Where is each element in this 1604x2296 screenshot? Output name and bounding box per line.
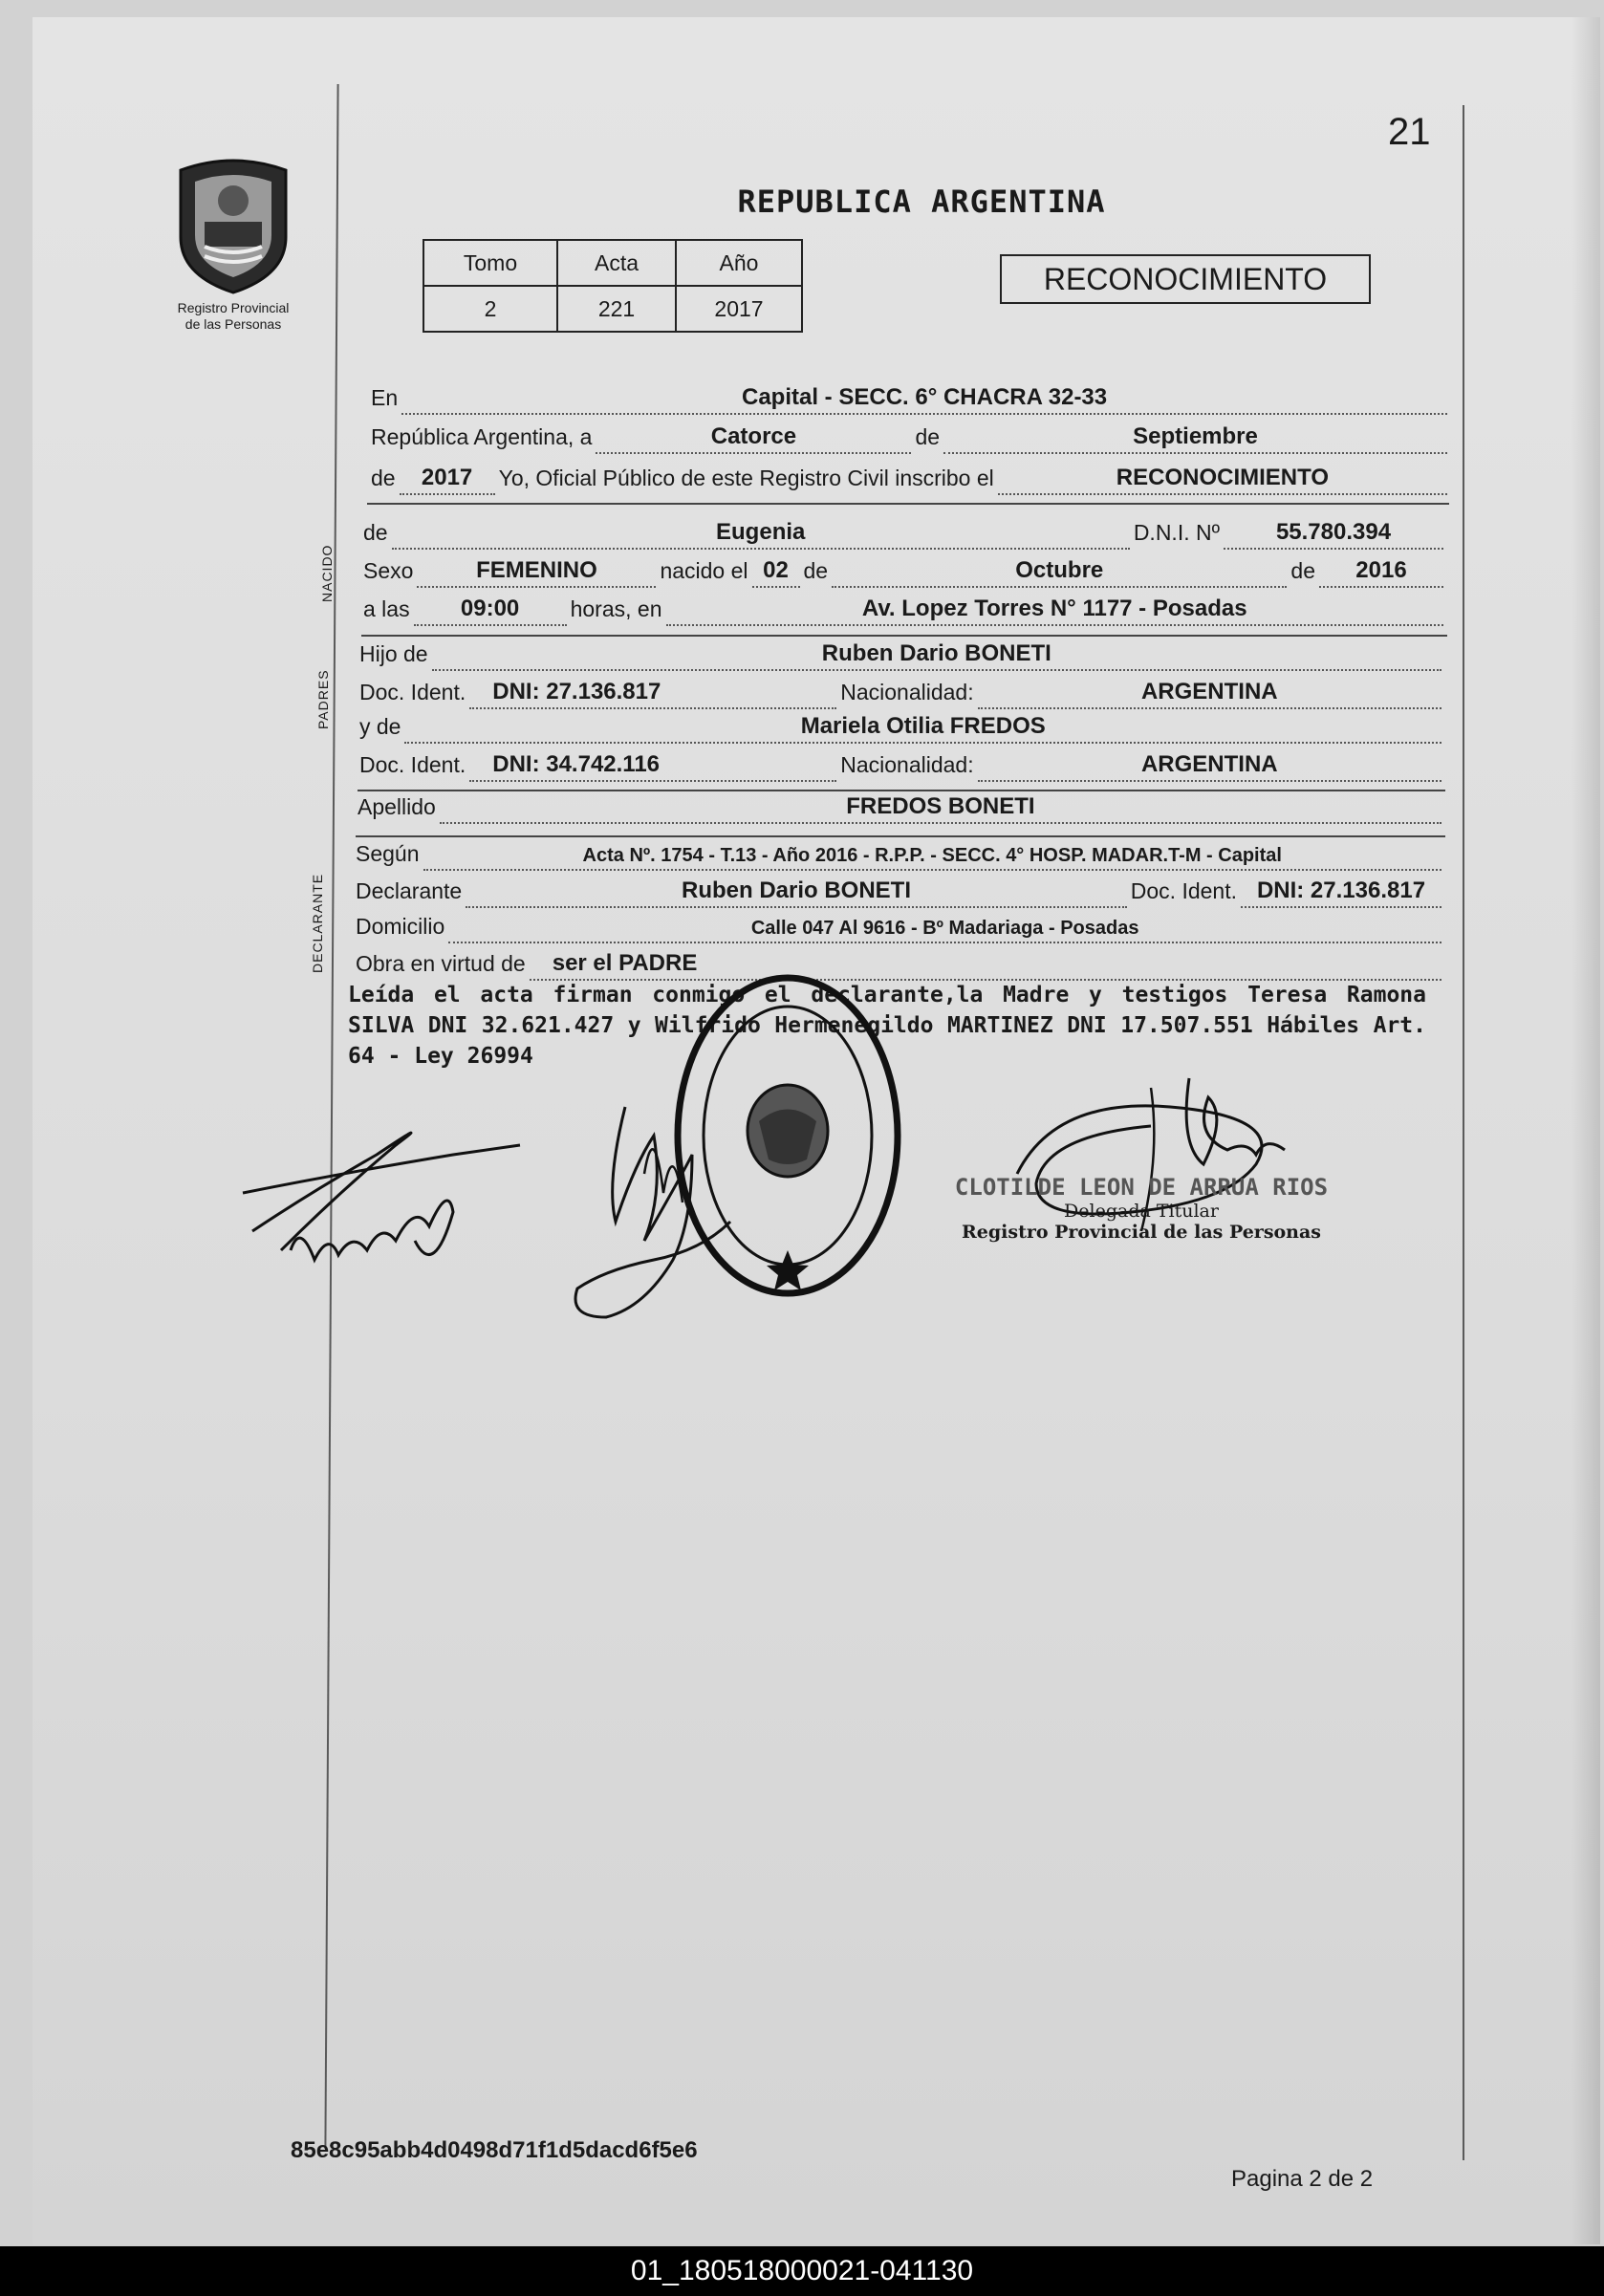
birth-de-label: de (803, 558, 829, 583)
father-line (359, 640, 1445, 671)
month-value: Septiembre (943, 423, 1447, 454)
province-logo (147, 151, 319, 332)
mother-name-value: Mariela Otilia FREDOS (404, 713, 1441, 744)
acta-header: Acta (557, 240, 676, 286)
place-value: Capital - SECC. 6° CHACRA 32-33 (401, 384, 1447, 415)
father-doc-line (359, 679, 1445, 709)
file-label-bar: 01_180518000021-041130 (0, 2246, 1604, 2296)
birth-place-line (363, 596, 1447, 626)
mother-nationality-label: Nacionalidad: (840, 752, 974, 777)
child-name-value: Eugenia (392, 519, 1130, 550)
section-separator-4 (356, 835, 1445, 837)
right-margin-line (1463, 105, 1464, 2160)
act-type-box: RECONOCIMIENTO (1000, 254, 1371, 304)
father-doc-label: Doc. Ident. (359, 680, 466, 704)
act-name-value: RECONOCIMIENTO (998, 465, 1447, 495)
y-de-label: y de (359, 714, 401, 739)
declarante-label: Declarante (356, 878, 463, 903)
republica-label: República Argentina, a (371, 424, 593, 449)
pagination-label: Pagina 2 de 2 (1231, 2166, 1374, 2192)
mother-line (359, 713, 1445, 744)
surname-line (358, 793, 1445, 824)
domicilio-line (356, 914, 1445, 943)
register-table (423, 239, 803, 333)
dni-label: D.N.I. Nº (1133, 520, 1220, 545)
inscribe-line (371, 465, 1451, 495)
mother-doc-label: Doc. Ident. (359, 752, 466, 777)
year-value: 2017 (400, 465, 495, 495)
horas-en-label: horas, en (570, 596, 662, 621)
hijo-de-label: Hijo de (359, 641, 428, 666)
child-dni-value: 55.780.394 (1224, 519, 1443, 550)
signature-left (224, 1088, 568, 1317)
segun-value: Acta Nº. 1754 - T.13 - Año 2016 - R.P.P. - SECC. 4° HOSP. MADAR.T-M - Capital (423, 845, 1441, 871)
nacido-el-label: nacido el (660, 558, 748, 583)
declarante-doc-value: DNI: 27.136.817 (1241, 877, 1441, 908)
registrar-name: CLOTILDE LEON DE ARRUA RIOS (954, 1174, 1329, 1201)
acta-value: 221 (557, 286, 676, 332)
day-words-value: Catorce (596, 423, 911, 454)
father-nationality-label: Nacionalidad: (840, 680, 974, 704)
surname-value: FREDOS BONETI (440, 793, 1441, 824)
mother-nationality-value: ARGENTINA (978, 751, 1441, 782)
legal-text: Leída el acta firman conmigo el declarante,la Madre y testigos Teresa Ramona SILVA DNI 32.621.427 y Wilfrido Hermenegildo MARTINEZ DNI 17.507.551 Hábiles Art. 64 - Ley 26994 (348, 983, 1426, 1069)
declarante-line (356, 877, 1445, 908)
date-line (371, 423, 1451, 454)
section-separator-2 (361, 635, 1447, 637)
anio-header: Año (676, 240, 802, 286)
a-las-label: a las (363, 596, 410, 621)
sexo-label: Sexo (363, 558, 414, 583)
domicilio-label: Domicilio (356, 914, 445, 939)
segun-line (356, 841, 1445, 871)
domicilio-value: Calle 047 Al 9616 - Bº Madariaga - Posadas (448, 918, 1441, 943)
apellido-label: Apellido (358, 794, 436, 819)
declarante-name-value: Ruben Dario BONETI (466, 877, 1127, 908)
declarante-doc-label: Doc. Ident. (1130, 878, 1237, 903)
sexo-value: FEMENINO (417, 557, 656, 588)
nacido-section-label: NACIDO (319, 544, 335, 602)
de-label: de (915, 424, 941, 449)
tomo-value: 2 (423, 286, 557, 332)
child-de-label: de (363, 520, 388, 545)
father-name-value: Ruben Dario BONETI (432, 640, 1441, 671)
coat-of-arms-icon (166, 151, 300, 294)
padres-section-label: PADRES (315, 669, 331, 729)
tomo-header: Tomo (423, 240, 557, 286)
birth-month-value: Octubre (832, 557, 1287, 588)
registrar-office: Registro Provincial de las Personas (961, 1222, 1322, 1243)
official-seal (663, 964, 912, 1308)
birth-day-value: 02 (752, 557, 800, 588)
section-separator-3 (358, 790, 1445, 791)
birth-place-value: Av. Lopez Torres N° 1177 - Posadas (666, 596, 1444, 626)
inscribe-text: Yo, Oficial Público de este Registro Civil inscribo el (498, 466, 994, 490)
father-nationality-value: ARGENTINA (978, 679, 1441, 709)
child-name-line (363, 519, 1447, 550)
declarante-section-label: DECLARANTE (310, 873, 325, 973)
registrar-block (950, 1174, 1333, 1243)
logo-caption-line-1: Registro Provincial (177, 300, 290, 315)
birth-de-year-label: de (1290, 558, 1315, 583)
birth-year-value: 2016 (1319, 557, 1443, 588)
country-title: REPUBLICA ARGENTINA (737, 184, 1106, 220)
register-table-header-row (423, 240, 802, 286)
birth-time-value: 09:00 (414, 596, 567, 626)
page-number: 21 (1388, 111, 1431, 153)
document-page (33, 17, 1600, 2244)
anio-value: 2017 (676, 286, 802, 332)
segun-label: Según (356, 841, 420, 866)
mother-doc-line (359, 751, 1445, 782)
register-table-value-row (423, 286, 802, 332)
birth-date-line (363, 557, 1447, 588)
logo-caption-line-2: de las Personas (184, 316, 282, 332)
en-label: En (371, 385, 399, 410)
place-line (371, 384, 1451, 415)
obra-label: Obra en virtud de (356, 951, 526, 976)
registrar-role: Delegada Titular (1064, 1201, 1219, 1222)
de-year-label: de (371, 466, 396, 490)
document-hash: 85e8c95abb4d0498d71f1d5dacd6f5e6 (291, 2137, 698, 2163)
section-separator-1 (367, 503, 1449, 505)
father-doc-value: DNI: 27.136.817 (469, 679, 836, 709)
mother-doc-value: DNI: 34.742.116 (469, 751, 836, 782)
obra-value: ser el PADRE (530, 950, 1441, 981)
